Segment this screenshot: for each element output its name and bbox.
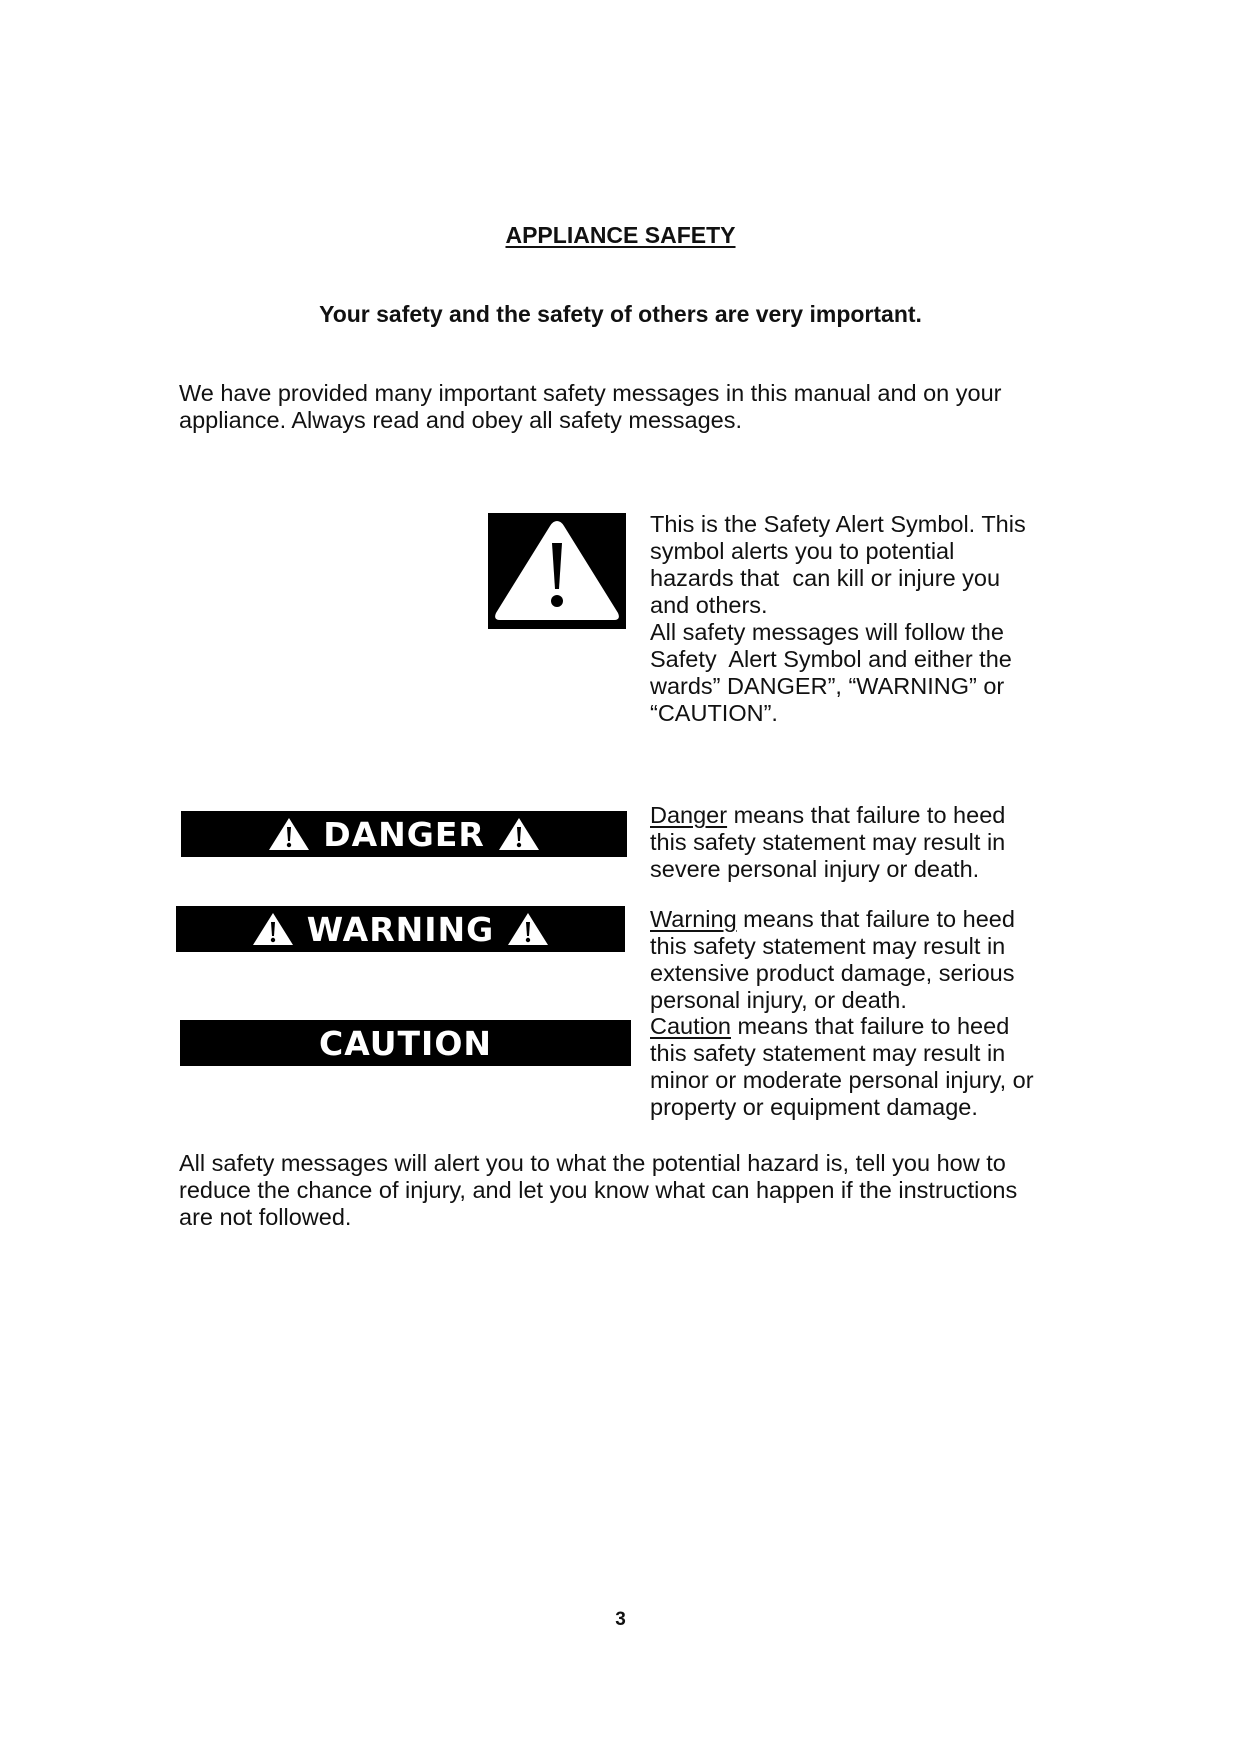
intro-line: appliance. Always read and obey all safety messages. xyxy=(179,407,743,433)
alert-text-line: This is the Safety Alert Symbol. This xyxy=(650,511,1026,537)
alert-triangle-icon xyxy=(251,911,295,947)
page-title xyxy=(0,222,1241,249)
danger-description xyxy=(650,802,1070,883)
danger-first-line-rest: means that failure to heed xyxy=(727,802,1006,828)
page-title-text: APPLIANCE SAFETY xyxy=(505,222,736,248)
caution-first-line-rest: means that failure to heed xyxy=(731,1013,1010,1039)
caution-text-line: property or equipment damage. xyxy=(650,1094,978,1120)
danger-banner-label: DANGER xyxy=(323,814,485,854)
caution-first-line xyxy=(650,1013,1070,1040)
alert-symbol-description xyxy=(650,511,1070,727)
closing-line: All safety messages will alert you to what the potential hazard is, tell you how to xyxy=(179,1150,1006,1176)
danger-first-line xyxy=(650,802,1070,829)
danger-term: Danger xyxy=(650,802,728,828)
page-subtitle: Your safety and the safety of others are very important. xyxy=(319,301,922,327)
closing-paragraph xyxy=(179,1150,1079,1231)
caution-banner-label: CAUTION xyxy=(319,1023,492,1063)
safety-alert-triangle-svg xyxy=(488,513,626,629)
intro-paragraph xyxy=(179,380,1079,434)
page-number: 3 xyxy=(615,1609,626,1630)
warning-first-line-rest: means that failure to heed xyxy=(736,906,1015,932)
caution-term: Caution xyxy=(650,1013,731,1039)
alert-text-line: and others. xyxy=(650,592,768,618)
closing-line: are not followed. xyxy=(179,1204,352,1230)
warning-first-line xyxy=(650,906,1070,933)
warning-text-line: extensive product damage, serious xyxy=(650,960,1015,986)
warning-description xyxy=(650,906,1070,1014)
warning-banner-label: WARNING xyxy=(306,909,495,949)
warning-banner xyxy=(176,906,625,952)
alert-text-line: symbol alerts you to potential xyxy=(650,538,955,564)
caution-banner xyxy=(180,1020,631,1066)
warning-text-line: this safety statement may result in xyxy=(650,933,1006,959)
intro-line: We have provided many important safety messages in this manual and on your xyxy=(179,380,1002,406)
alert-text-line: wards” DANGER”, “WARNING” or xyxy=(650,673,1005,699)
alert-text-line: hazards that can kill or injure you xyxy=(650,565,1001,591)
alert-triangle-icon xyxy=(267,816,311,852)
warning-text-line: personal injury, or death. xyxy=(650,987,907,1013)
caution-text-line: minor or moderate personal injury, or xyxy=(650,1067,1034,1093)
alert-triangle-icon xyxy=(506,911,550,947)
alert-text-line: “CAUTION”. xyxy=(650,700,778,726)
alert-triangle-icon xyxy=(497,816,541,852)
danger-text-line: severe personal injury or death. xyxy=(650,856,980,882)
danger-text-line: this safety statement may result in xyxy=(650,829,1006,855)
caution-text-line: this safety statement may result in xyxy=(650,1040,1006,1066)
closing-line: reduce the chance of injury, and let you know what can happen if the instructions xyxy=(179,1177,1018,1203)
caution-description xyxy=(650,1013,1070,1121)
alert-text-line: Safety Alert Symbol and either the xyxy=(650,646,1012,672)
warning-term: Warning xyxy=(650,906,737,932)
safety-alert-triangle-icon xyxy=(488,513,626,629)
alert-text-line: All safety messages will follow the xyxy=(650,619,1004,645)
danger-banner xyxy=(181,811,627,857)
